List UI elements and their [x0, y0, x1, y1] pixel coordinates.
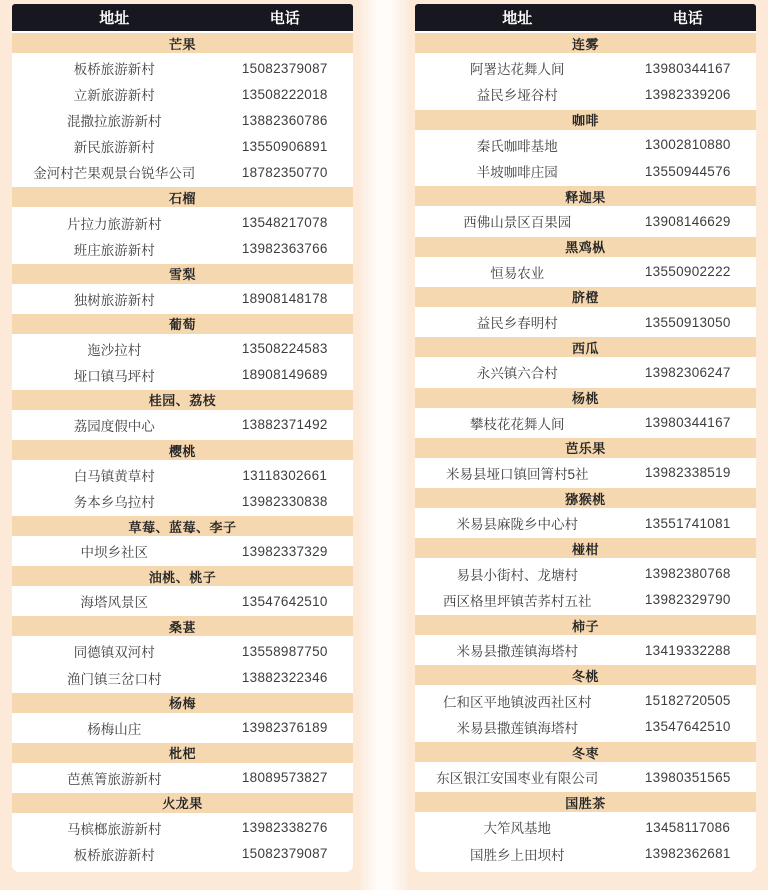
address-cell: 垭口镇马坪村 — [73, 368, 155, 384]
address-cell: 独树旅游新村 — [73, 292, 155, 308]
address-cell: 攀枝花花舞人间 — [470, 416, 565, 432]
table-row — [415, 208, 756, 234]
category-row: 石榴 — [12, 185, 353, 209]
table-row — [12, 815, 353, 841]
table-row — [12, 236, 353, 262]
address-cell: 永兴镇六合村 — [476, 366, 558, 382]
table-row — [12, 638, 353, 664]
table-row — [415, 714, 756, 740]
address-cell: 恒易农业 — [490, 265, 545, 281]
category-row: 脐橙 — [415, 285, 756, 309]
address-cell: 班庄旅游新村 — [73, 242, 155, 258]
table-row — [12, 362, 353, 388]
category-row: 黑鸡枞 — [415, 235, 756, 259]
table-row — [415, 309, 756, 335]
phone-cell: 13982330838 — [241, 493, 328, 509]
table-row — [12, 336, 353, 362]
address-cell: 渔门镇三岔口村 — [67, 671, 162, 687]
phone-cell: 13882360786 — [241, 112, 328, 128]
category-row: 枇杷 — [12, 741, 353, 765]
table-row — [415, 132, 756, 158]
address-cell: 大笮风基地 — [483, 821, 552, 837]
table-row — [12, 209, 353, 235]
phone-cell: 13550902222 — [644, 264, 731, 280]
table-header — [415, 4, 756, 31]
phone-cell: 18908149689 — [241, 367, 328, 383]
phone-cell: 13558987750 — [241, 643, 328, 659]
phone-cell: 13547642510 — [241, 593, 328, 609]
category-row: 猕猴桃 — [415, 486, 756, 510]
phone-cell: 15082379087 — [241, 846, 328, 862]
category-row: 桑葚 — [12, 614, 353, 638]
table-row — [12, 81, 353, 107]
address-cell: 金河村芒果观景台锐华公司 — [33, 166, 196, 182]
table-row — [415, 81, 756, 107]
phone-cell: 13002810880 — [644, 137, 731, 153]
table-row — [415, 687, 756, 713]
category-row: 芭乐果 — [415, 436, 756, 460]
table-row — [415, 55, 756, 81]
address-cell: 新民旅游新村 — [73, 140, 155, 156]
phone-cell: 18908148178 — [241, 291, 328, 307]
phone-cell: 15082379087 — [241, 60, 328, 76]
phone-cell: 13882322346 — [241, 670, 328, 686]
phone-cell: 13508222018 — [241, 86, 328, 102]
phone-cell: 13982338519 — [644, 465, 731, 481]
category-row: 芒果 — [12, 31, 353, 55]
table-row — [12, 538, 353, 564]
address-cell: 西佛山景区百果园 — [463, 215, 572, 231]
table-row — [12, 665, 353, 691]
address-cell: 米易县撒莲镇海塔村 — [456, 720, 579, 736]
phone-cell: 13508224583 — [241, 341, 328, 357]
category-row: 国胜茶 — [415, 790, 756, 814]
phone-cell: 13982363766 — [241, 241, 328, 257]
phone-cell: 13458117086 — [645, 819, 731, 835]
phone-cell: 13551741081 — [644, 515, 731, 531]
address-cell: 阿署达花舞人间 — [470, 62, 565, 78]
phone-cell: 13547642510 — [644, 719, 731, 735]
table-row — [415, 560, 756, 586]
table-row — [415, 764, 756, 790]
table-row — [12, 588, 353, 614]
table-row — [12, 841, 353, 867]
category-row: 雪梨 — [12, 262, 353, 286]
phone-cell: 13980344167 — [644, 415, 731, 431]
address-cell: 米易县垭口镇回箐村5社 — [446, 466, 589, 482]
phone-cell: 13550944576 — [644, 163, 731, 179]
table-row — [12, 715, 353, 741]
address-cell: 板桥旅游新村 — [73, 62, 155, 78]
phone-cell: 13550913050 — [644, 314, 731, 330]
address-cell: 杨梅山庄 — [87, 721, 142, 737]
category-row: 杨梅 — [12, 691, 353, 715]
address-column-header: 地址 — [502, 10, 533, 27]
address-cell: 马槟榔旅游新村 — [67, 821, 162, 837]
table-row — [12, 412, 353, 438]
address-cell: 半坡咖啡庄园 — [476, 165, 558, 181]
table-row — [415, 637, 756, 663]
phone-cell: 13548217078 — [241, 215, 328, 231]
table-row — [12, 159, 353, 185]
category-row: 冬枣 — [415, 740, 756, 764]
address-cell: 米易县撒莲镇海塔村 — [456, 644, 579, 660]
phone-cell: 13982337329 — [241, 543, 328, 559]
table-row — [415, 587, 756, 613]
address-cell: 板桥旅游新村 — [73, 847, 155, 863]
table-header — [12, 4, 353, 31]
address-cell: 片拉力旅游新村 — [67, 216, 162, 232]
category-row: 柿子 — [415, 613, 756, 637]
category-row: 咖啡 — [415, 108, 756, 132]
table-row — [12, 488, 353, 514]
category-row: 桂园、荔枝 — [12, 388, 353, 412]
phone-cell: 13982380768 — [644, 566, 731, 582]
category-row: 椪柑 — [415, 536, 756, 560]
category-row: 杨桃 — [415, 386, 756, 410]
category-row: 油桃、桃子 — [12, 564, 353, 588]
phone-cell: 13982338276 — [241, 820, 328, 836]
address-cell: 米易县麻陇乡中心村 — [456, 517, 579, 533]
category-row: 冬桃 — [415, 663, 756, 687]
address-cell: 西区格里坪镇苦荞村五社 — [443, 593, 592, 609]
address-cell: 立新旅游新村 — [73, 88, 155, 104]
address-cell: 东区银江安国枣业有限公司 — [436, 771, 599, 787]
address-cell: 益民乡垭谷村 — [476, 88, 558, 104]
table-row — [415, 158, 756, 184]
address-cell: 中坝乡社区 — [80, 545, 149, 561]
table-row — [415, 259, 756, 285]
table-row — [12, 55, 353, 81]
phone-cell: 13982362681 — [644, 846, 731, 862]
phone-cell: 13982339206 — [644, 86, 731, 102]
address-cell: 同德镇双河村 — [73, 645, 155, 661]
table-row — [415, 841, 756, 867]
phone-cell: 13982376189 — [241, 720, 328, 736]
category-row: 樱桃 — [12, 438, 353, 462]
category-row: 火龙果 — [12, 791, 353, 815]
table-row — [415, 510, 756, 536]
address-cell: 混撒拉旅游新村 — [67, 114, 162, 130]
table-row — [12, 765, 353, 791]
address-cell: 易县小街村、龙塘村 — [456, 567, 579, 583]
address-cell: 白马镇黄草村 — [73, 469, 155, 485]
category-row: 释迦果 — [415, 184, 756, 208]
address-cell: 秦氏咖啡基地 — [476, 138, 558, 154]
contact-table-left — [12, 4, 353, 872]
category-row: 西瓜 — [415, 335, 756, 359]
phone-cell: 15182720505 — [644, 693, 731, 709]
category-row: 草莓、蓝莓、李子 — [12, 514, 353, 538]
address-cell: 国胜乡上田坝村 — [470, 847, 565, 863]
phone-cell: 13419332288 — [644, 642, 731, 658]
phone-cell: 13982306247 — [644, 364, 731, 380]
category-row: 连雾 — [415, 31, 756, 55]
address-cell: 荔园度假中心 — [73, 418, 155, 434]
address-cell: 芭蕉箐旅游新村 — [67, 771, 162, 787]
table-row — [415, 359, 756, 385]
table-row — [415, 814, 756, 840]
table-row — [12, 286, 353, 312]
phone-column-header: 电话 — [672, 10, 703, 27]
phone-cell: 13550906891 — [241, 138, 328, 154]
phone-cell: 13908146629 — [644, 213, 731, 229]
address-cell: 仁和区平地镇波西社区村 — [443, 694, 592, 710]
phone-cell: 18089573827 — [241, 770, 328, 786]
contact-table-right — [415, 4, 756, 872]
category-row: 葡萄 — [12, 312, 353, 336]
phone-cell: 13980351565 — [644, 769, 731, 785]
address-cell: 迤沙拉村 — [87, 342, 142, 358]
address-cell: 益民乡春明村 — [476, 316, 558, 332]
phone-cell: 13982329790 — [644, 592, 731, 608]
address-cell: 海塔风景区 — [80, 595, 149, 611]
table-row — [12, 107, 353, 133]
table-row — [12, 133, 353, 159]
table-row — [12, 462, 353, 488]
phone-column-header: 电话 — [269, 10, 300, 27]
address-column-header: 地址 — [99, 10, 130, 27]
phone-cell: 18782350770 — [241, 164, 328, 180]
table-row — [415, 460, 756, 486]
phone-cell: 13118302661 — [242, 467, 328, 483]
address-cell: 务本乡乌拉村 — [73, 495, 155, 511]
table-row — [415, 410, 756, 436]
phone-cell: 13980344167 — [644, 60, 731, 76]
phone-cell: 13882371492 — [241, 417, 328, 433]
